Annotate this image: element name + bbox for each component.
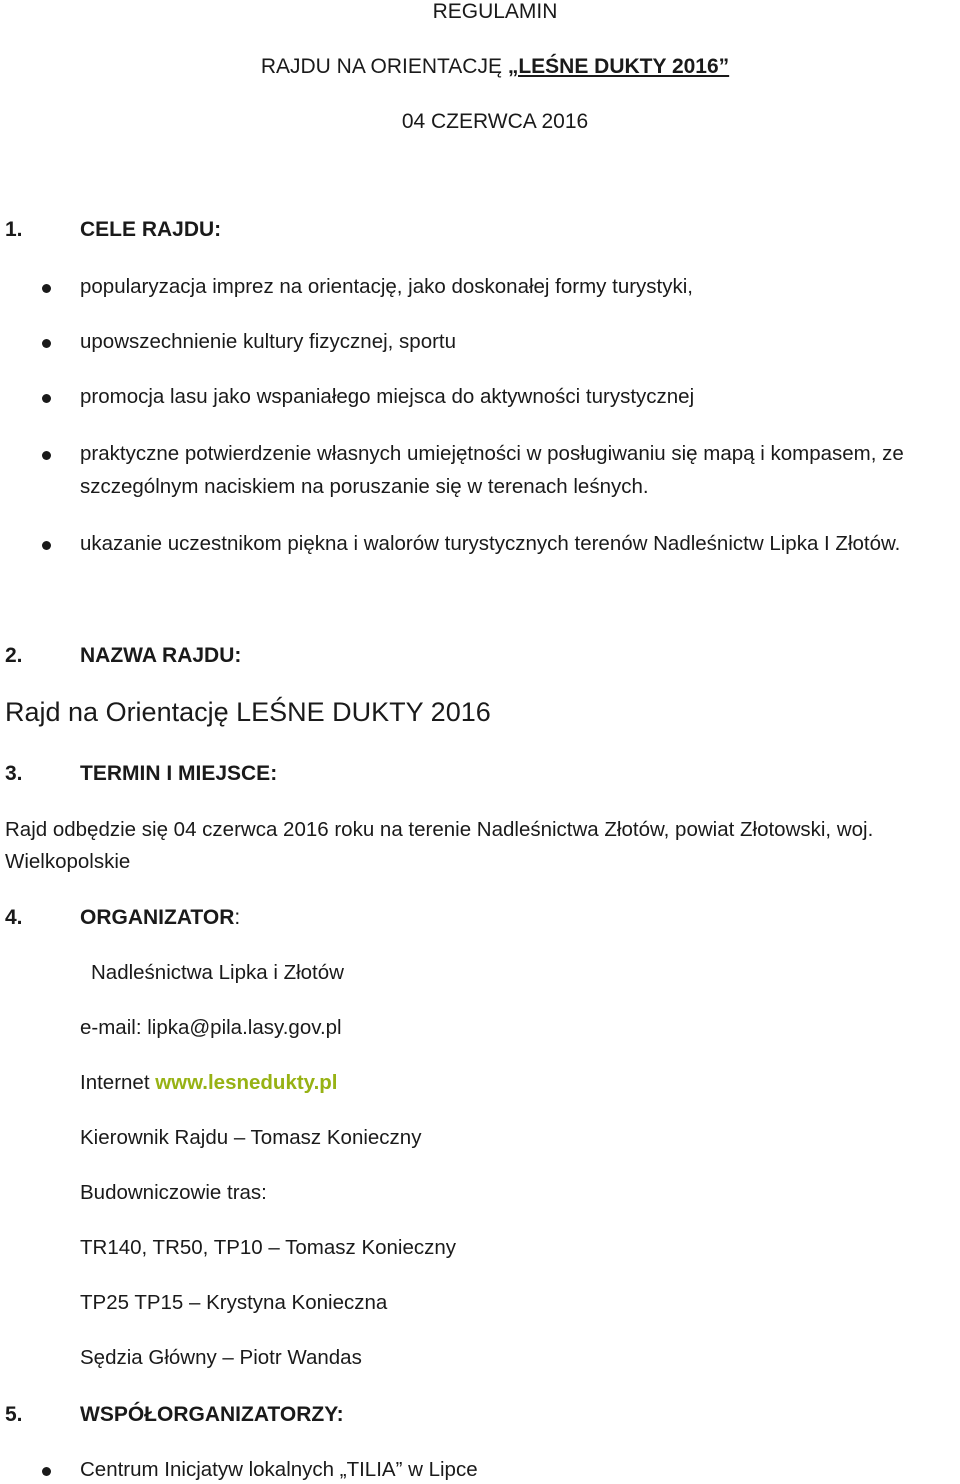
bullet-icon [42,451,51,460]
section-5-title: WSPÓŁORGANIZATORZY: [80,1403,344,1426]
list-item: upowszechnienie kultury fizycznej, sportu [80,330,457,353]
document-date: 04 CZERWCA 2016 [401,110,589,133]
section-2-number: 2. [5,644,23,667]
section-5-number: 5. [5,1403,23,1426]
subtitle-emphasis: „LEŚNE DUKTY 2016” [507,55,730,78]
date-place-line-2: Wielkopolskie [5,850,131,873]
bullet-icon [42,339,51,348]
route-builders-label: Budowniczowie tras: [80,1181,267,1204]
website-link[interactable]: www.lesnedukty.pl [155,1071,338,1094]
list-item: ukazanie uczestnikom piękna i walorów turystycznych terenów Nadleśnictw Lipka I Złotów. [80,532,901,555]
rally-name: Rajd na Orientację LEŚNE DUKTY 2016 [5,697,491,727]
bullet-icon [42,1467,51,1476]
section-1-number: 1. [5,218,23,241]
date-place-line-1: Rajd odbędzie się 04 czerwca 2016 roku na terenie Nadleśnictwa Złotów, powiat Złotowski, woj. [5,818,874,841]
list-item: praktyczne potwierdzenie własnych umiejętności w posługiwaniu się mapą i kompasem, ze [80,442,904,465]
bullet-icon [42,541,51,550]
section-4-heading [5,906,240,930]
route-builder-1: TR140, TR50, TP10 – Tomasz Konieczny [80,1236,457,1259]
section-2-title: NAZWA RAJDU: [80,644,242,667]
list-item: popularyzacja imprez na orientację, jako doskonałej formy turystyki, [80,275,693,298]
subtitle-prefix: RAJDU NA ORIENTACJĘ [260,55,508,78]
section-3-heading [5,762,277,786]
section-5-heading [5,1403,344,1427]
section-4-colon: : [234,906,241,929]
section-4-title: ORGANIZATOR [80,906,235,929]
section-4-number: 4. [5,906,23,929]
section-3-title: TERMIN I MIEJSCE: [80,762,278,785]
document-subtitle [0,55,960,79]
section-1-title: CELE RAJDU: [80,218,222,241]
organizer-name: Nadleśnictwa Lipka i Złotów [91,961,344,984]
organizer-internet [80,1071,337,1095]
bullet-icon [42,394,51,403]
route-builder-2: TP25 TP15 – Krystyna Konieczna [80,1291,388,1314]
section-3-number: 3. [5,762,23,785]
section-1-heading [5,218,221,242]
bullet-icon [42,284,51,293]
internet-label: Internet [80,1071,156,1094]
list-item-continuation: szczególnym naciskiem na poruszanie się w terenach leśnych. [80,475,649,498]
list-item: Centrum Inicjatyw lokalnych „TILIA” w Lipce [80,1458,478,1481]
document-title: REGULAMIN [432,0,558,23]
rally-director: Kierownik Rajdu – Tomasz Konieczny [80,1126,422,1149]
chief-judge: Sędzia Główny – Piotr Wandas [80,1346,362,1369]
section-2-heading [5,644,241,668]
organizer-email: e-mail: lipka@pila.lasy.gov.pl [80,1016,342,1039]
list-item: promocja lasu jako wspaniałego miejsca do aktywności turystycznej [80,385,695,408]
